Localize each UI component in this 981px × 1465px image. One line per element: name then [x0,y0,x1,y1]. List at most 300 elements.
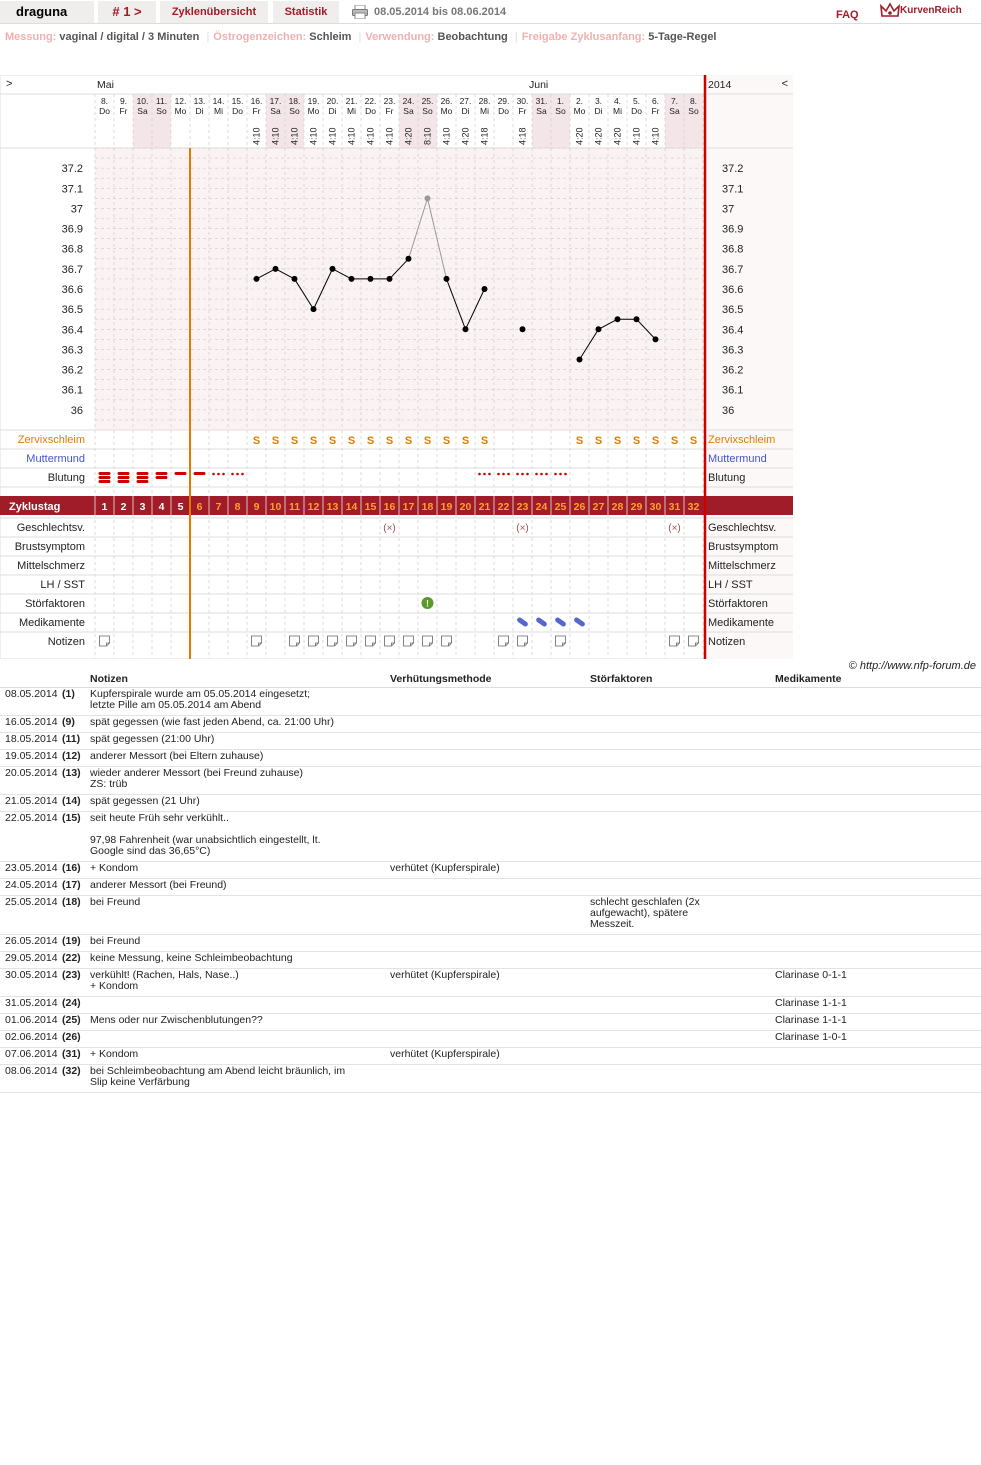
spotting-mark [526,473,529,476]
table-row [0,716,981,733]
spotting-mark [236,473,239,476]
note-date: 02.06.2014 [0,1031,62,1048]
weekday: Fr [518,106,527,116]
y-tick-label-right: 36.1 [722,384,744,397]
row-label-right: Mittelschmerz [708,560,776,572]
measurement-info [5,31,717,43]
table-row [0,733,981,750]
note-cycle-day: (1) [62,688,90,716]
mucus-mark: S [423,435,432,447]
measure-time: 4:10 [308,127,319,145]
note-icon [689,636,699,646]
note-icon [423,636,433,646]
mucus-mark: S [632,435,641,447]
cycle-day-number: 2 [120,501,127,513]
mucus-mark: S [252,435,261,447]
cycle-day-number: 18 [421,501,434,513]
notes-header [62,672,90,688]
mucus-mark: S [651,435,660,447]
note-cycle-day: (15) [62,812,90,862]
day-number: 6. [651,96,660,106]
temperature-point [520,326,526,332]
temperature-point [425,195,431,201]
mucus-mark: S [271,435,280,447]
y-tick-label: 36.3 [61,344,83,357]
spotting-mark [545,473,548,476]
y-tick-label: 36.8 [61,243,83,256]
weekday: So [422,106,433,116]
spotting-mark [540,473,543,476]
day-number: 7. [670,96,679,106]
note-text: seit heute Früh sehr verkühlt.. 97,98 Fahrenheit (war unabsichtlich eingestellt, lt. Google sind das 36,65°C) [90,812,390,862]
disturbance-icon-glyph: ! [426,598,429,609]
bleeding-mark [175,472,187,475]
note-date: 23.05.2014 [0,862,62,879]
cycle-day-number: 16 [383,501,396,513]
note-icon [385,636,395,646]
note-text: bei Freund [90,935,390,952]
day-number: 8. [689,96,698,106]
day-number: 13. [193,96,206,106]
meta-key: Messung: [5,31,60,43]
mucus-mark: S [442,435,451,447]
y-tick-label-right: 36.5 [722,304,744,317]
table-row [0,750,981,767]
meta-key: Verwendung: [365,31,438,43]
cycle-day-number: 20 [459,501,472,513]
table-row [0,935,981,952]
temperature-point [254,276,260,282]
temperature-point [482,286,488,292]
table-row [0,1065,981,1093]
day-number: 14. [212,96,225,106]
note-cycle-day: (19) [62,935,90,952]
day-number: 19. [307,96,320,106]
cycle-day-number: 30 [649,501,662,513]
weekday: Mi [347,106,356,116]
meta-value: Schleim [309,31,355,43]
note-disturbance [590,767,775,795]
note-method [390,812,590,862]
note-method [390,688,590,716]
note-date: 21.05.2014 [0,795,62,812]
y-tick-label: 36 [70,404,83,417]
note-disturbance [590,1048,775,1065]
note-icon [309,636,319,646]
row-label-right: Zervixschleim [708,434,776,446]
temperature-point [368,276,374,282]
note-date: 01.06.2014 [0,1014,62,1031]
note-date: 30.05.2014 [0,969,62,997]
note-method [390,952,590,969]
day-number: 21. [345,96,358,106]
note-date: 31.05.2014 [0,997,62,1014]
note-disturbance [590,862,775,879]
y-tick-label-right: 36 [722,404,735,417]
table-row [0,896,981,935]
intercourse-mark: (×) [668,523,681,534]
top-navigation [0,0,981,24]
weekday: Di [594,106,603,116]
day-number: 29. [497,96,510,106]
bleeding-mark [99,472,111,475]
bleeding-mark [99,476,111,479]
measure-time: 4:20 [593,127,604,145]
row-label-right: Brustsymptom [708,541,779,553]
weekday: Sa [669,106,680,116]
table-row [0,879,981,896]
weekday: Fr [385,106,394,116]
bleeding-mark [99,480,111,483]
note-text: Mens oder nur Zwischenblutungen?? [90,1014,390,1031]
meta-value: 5-Tage-Regel [648,31,717,43]
measure-time: 4:18 [517,127,528,145]
table-row [0,767,981,795]
note-text: anderer Messort (bei Freund) [90,879,390,896]
row-label: Zervixschleim [17,434,85,446]
note-disturbance: schlecht geschlafen (2x aufgewacht), spätere Messzeit. [590,896,775,935]
temperature-point [615,316,621,322]
measure-time: 4:18 [479,127,490,145]
note-method [390,1031,590,1048]
weekday: Mo [174,106,187,116]
y-tick-label-right: 36.6 [722,284,744,296]
note-icon [366,636,376,646]
note-cycle-day: (9) [62,716,90,733]
note-date: 16.05.2014 [0,716,62,733]
faq-link[interactable]: FAQ [836,9,859,21]
day-number: 4. [613,96,622,106]
note-medication [775,896,981,935]
note-disturbance [590,750,775,767]
note-medication [775,733,981,750]
row-label: Notizen [47,636,85,648]
note-method [390,716,590,733]
note-disturbance [590,716,775,733]
cycle-selector[interactable]: # 1 > [98,1,156,23]
print-icon[interactable] [352,5,368,19]
measure-time: 4:10 [384,127,395,145]
separator: | [358,31,362,43]
measure-time: 4:20 [403,127,414,145]
day-number: 3. [594,96,603,106]
day-number: 31. [535,96,548,106]
bleeding-mark [137,472,149,475]
y-tick-label: 37.1 [61,183,83,196]
intercourse-mark: (×) [516,523,529,534]
notes-body [0,688,981,1093]
logo[interactable] [880,0,962,22]
intercourse-mark: (×) [383,523,396,534]
note-text: spät gegessen (21 Uhr) [90,795,390,812]
tab-statistics[interactable]: Statistik [273,1,339,23]
table-row [0,1014,981,1031]
year-label: 2014 [708,79,732,91]
temperature-point [634,316,640,322]
weekday: Sa [536,106,547,116]
table-row [0,969,981,997]
note-disturbance [590,935,775,952]
measure-time: 4:10 [365,127,376,145]
row-label: Blutung [47,472,85,484]
row-label: Mittelschmerz [17,560,85,572]
day-number: 22. [364,96,377,106]
day-number: 11. [155,96,168,106]
note-text: keine Messung, keine Schleimbeobachtung [90,952,390,969]
temperature-point [387,276,393,282]
note-date: 08.06.2014 [0,1065,62,1093]
weekday: Di [328,106,337,116]
row-label-right: Geschlechtsv. [708,522,777,534]
temperature-point [444,276,450,282]
notes-header: Notizen [90,672,390,688]
cycle-day-number: 23 [516,501,529,513]
day-number: 8. [100,96,109,106]
notes-header-row [0,672,981,688]
weekday: Do [99,106,110,116]
note-method [390,795,590,812]
spotting-mark [521,473,524,476]
y-tick-label: 36.5 [61,304,83,317]
note-method: verhütet (Kupferspirale) [390,862,590,879]
cycle-day-number: 3 [139,501,146,513]
day-number: 26. [440,96,453,106]
note-medication: Clarinase 1-1-1 [775,1014,981,1031]
note-medication: Clarinase 1-0-1 [775,1031,981,1048]
note-icon [100,636,110,646]
note-medication [775,1048,981,1065]
note-cycle-day: (18) [62,896,90,935]
meta-value: Beobachtung [437,31,511,43]
weekday: So [555,106,566,116]
date-range: 08.05.2014 bis 08.06.2014 [374,6,507,18]
note-date: 07.06.2014 [0,1048,62,1065]
note-method [390,997,590,1014]
note-icon [290,636,300,646]
cycle-day-number: 6 [196,501,203,513]
weekday: So [289,106,300,116]
note-method [390,733,590,750]
mucus-mark: S [290,435,299,447]
note-cycle-day: (12) [62,750,90,767]
spotting-mark [564,473,567,476]
note-medication [775,1065,981,1093]
row-label: Störfaktoren [25,598,85,610]
cycle-day-number: 10 [269,501,282,513]
notes-header: Störfaktoren [590,672,775,688]
note-medication [775,952,981,969]
measure-time: 4:10 [631,127,642,145]
spotting-mark [535,473,538,476]
username: draguna [0,1,94,23]
note-cycle-day: (22) [62,952,90,969]
note-disturbance [590,969,775,997]
y-tick-label: 36.2 [61,364,83,377]
note-cycle-day: (13) [62,767,90,795]
weekday: Mo [440,106,453,116]
y-tick-label-right: 36.7 [722,263,744,276]
note-icon [328,636,338,646]
tab-cycle-overview[interactable]: Zyklenübersicht [160,1,268,23]
note-date: 18.05.2014 [0,733,62,750]
mucus-mark: S [461,435,470,447]
y-tick-label-right: 37.1 [722,183,744,196]
spotting-mark [502,473,505,476]
note-date: 08.05.2014 [0,688,62,716]
y-tick-label: 36.4 [61,324,83,337]
note-cycle-day: (31) [62,1048,90,1065]
weekday: Do [498,106,509,116]
temperature-point [273,266,279,272]
cycle-day-number: 19 [440,501,453,513]
note-cycle-day: (32) [62,1065,90,1093]
spotting-mark [483,473,486,476]
temperature-point [406,256,412,262]
mucus-mark: S [575,435,584,447]
measure-time: 4:10 [289,127,300,145]
notes-header: Verhütungsmethode [390,672,590,688]
weekday: So [688,106,699,116]
notes-header: Medikamente [775,672,981,688]
spotting-mark [497,473,500,476]
note-cycle-day: (11) [62,733,90,750]
bleeding-mark [194,472,206,475]
temperature-point [311,306,317,312]
day-number: 25. [421,96,434,106]
note-icon [347,636,357,646]
spotting-mark [212,473,215,476]
measure-time: 4:20 [574,127,585,145]
note-disturbance [590,1014,775,1031]
spotting-mark [241,473,244,476]
row-label: Brustsymptom [14,541,85,553]
spotting-mark [231,473,234,476]
day-number: 30. [516,96,529,106]
y-tick-label: 36.1 [61,384,83,397]
day-number: 16. [250,96,263,106]
spotting-mark [559,473,562,476]
y-tick-label-right: 37 [722,203,735,216]
note-date: 26.05.2014 [0,935,62,952]
note-disturbance [590,1031,775,1048]
bleeding-mark [156,476,168,479]
table-row [0,688,981,716]
cycle-day-number: 21 [478,501,491,513]
logo-text: KurvenReich [900,5,962,16]
y-tick-label-right: 36.8 [722,243,744,256]
mucus-mark: S [689,435,698,447]
temperature-point [577,357,583,363]
meta-value: vaginal / digital / 3 Minuten [59,31,203,43]
note-medication [775,750,981,767]
spotting-mark [488,473,491,476]
cycle-day-number: 9 [253,501,260,513]
note-medication: Clarinase 1-1-1 [775,997,981,1014]
bleeding-mark [118,472,130,475]
cycle-day-number: 27 [592,501,605,513]
note-icon [404,636,414,646]
note-method [390,750,590,767]
cycle-day-number: 14 [345,501,358,513]
measure-time: 4:10 [346,127,357,145]
day-number: 17. [269,96,282,106]
separator: | [514,31,518,43]
note-method: verhütet (Kupferspirale) [390,969,590,997]
mucus-mark: S [613,435,622,447]
day-number: 27. [459,96,472,106]
measure-time: 4:10 [327,127,338,145]
day-number: 15. [231,96,244,106]
table-row [0,812,981,862]
note-disturbance [590,879,775,896]
y-tick-label: 36.7 [61,263,83,276]
mucus-mark: S [404,435,413,447]
day-number: 9. [119,96,128,106]
cycle-day-number: 7 [215,501,222,513]
note-text: wieder anderer Messort (bei Freund zuhause) ZS: trüb [90,767,390,795]
day-number: 28. [478,96,491,106]
cycle-day-number: 11 [288,501,301,513]
note-cycle-day: (16) [62,862,90,879]
y-tick-label: 37.2 [61,163,83,176]
table-row [0,1031,981,1048]
temperature-point [653,336,659,342]
cycle-day-number: 4 [158,501,165,513]
note-text: verkühlt! (Rachen, Hals, Nase..) + Kondom [90,969,390,997]
cycle-day-number: 13 [326,501,339,513]
y-tick-label: 36.6 [61,284,83,296]
note-medication [775,935,981,952]
weekday: Di [461,106,470,116]
temperature-point [596,326,602,332]
note-medication [775,767,981,795]
weekday: Di [195,106,204,116]
separator: | [206,31,210,43]
nav-right-icon: < [781,78,788,90]
bleeding-mark [118,476,130,479]
note-text: anderer Messort (bei Eltern zuhause) [90,750,390,767]
y-tick-label-right: 36.4 [722,324,744,337]
row-label-right: Störfaktoren [708,598,768,610]
cycle-day-number: 25 [554,501,567,513]
temperature-point [463,326,469,332]
day-number: 18. [288,96,301,106]
note-text [90,1031,390,1048]
weekday: Fr [119,106,128,116]
cycle-day-number: 32 [687,501,700,513]
row-label: Medikamente [18,617,85,629]
note-medication [775,795,981,812]
note-cycle-day: (26) [62,1031,90,1048]
month-label: Mai [97,79,114,91]
note-text: Kupferspirale wurde am 05.05.2014 eingesetzt; letzte Pille am 05.05.2014 am Abend [90,688,390,716]
note-medication [775,862,981,879]
note-medication: Clarinase 0-1-1 [775,969,981,997]
cycle-day-number: 5 [177,501,184,513]
spotting-mark [554,473,557,476]
measure-time: 4:10 [251,127,262,145]
note-icon [518,636,528,646]
cycle-day-number: 26 [573,501,586,513]
mucus-mark: S [594,435,603,447]
note-medication [775,812,981,862]
cycle-day-number: 17 [402,501,415,513]
weekday: Mo [573,106,586,116]
cycle-day-number: 1 [101,501,108,513]
weekday: Do [232,106,243,116]
measure-time: 4:20 [460,127,471,145]
temperature-point [349,276,355,282]
